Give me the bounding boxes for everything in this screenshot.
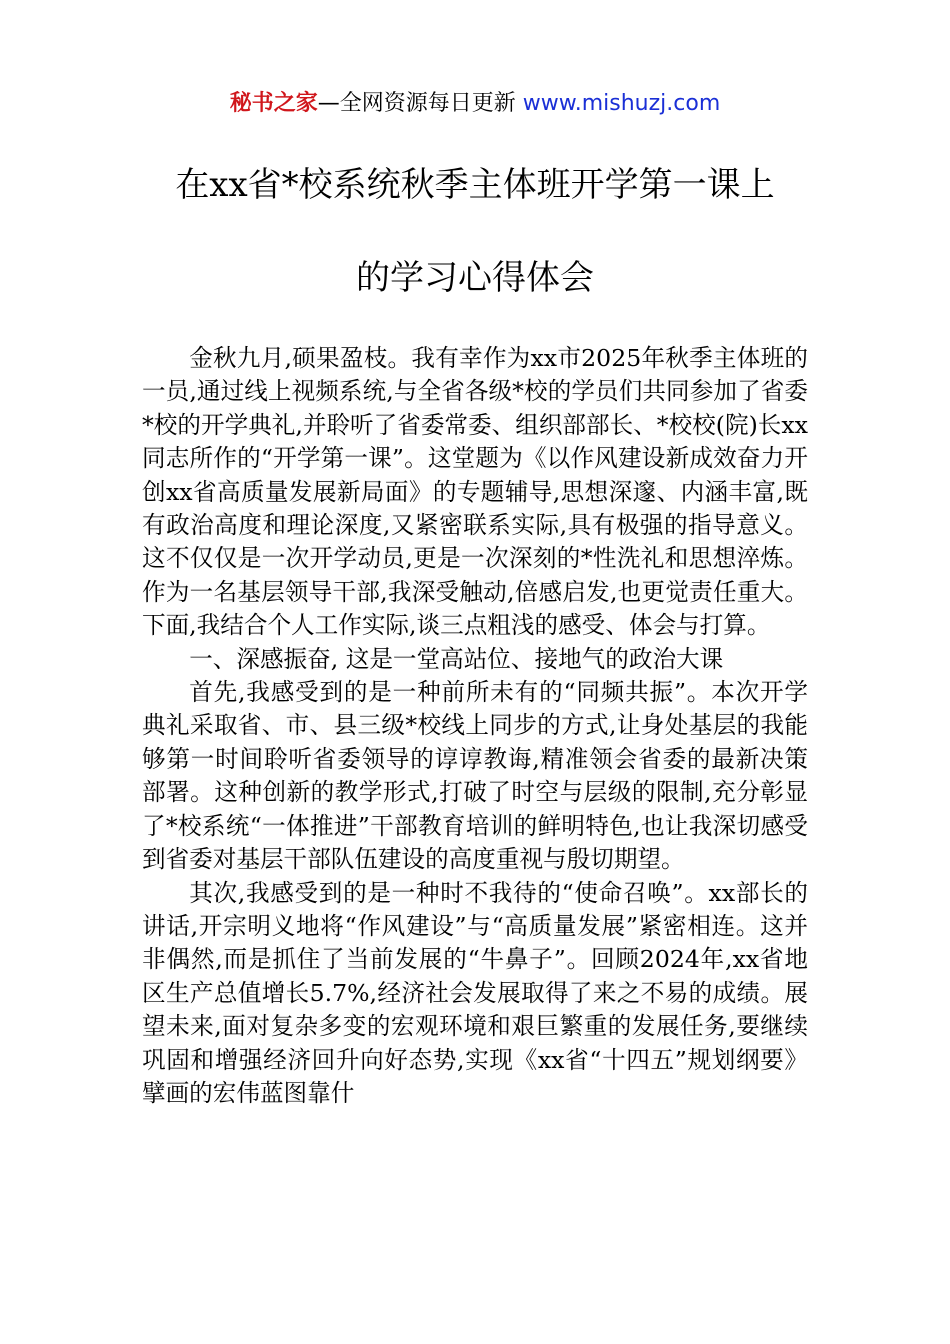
site-header <box>0 88 950 120</box>
document-body <box>142 342 808 1110</box>
site-url-link[interactable]: www.mishuzj.com <box>522 91 721 116</box>
body-paragraph: 金秋九月,硕果盈枝。我有幸作为xx市2025年秋季主体班的一员,通过线上视频系统,与全省各级*校的学员们共同参加了省委*校的开学典礼,并聆听了省委常委、组织部部长、*校校(院)长xx同志所作的“开学第一课”。这堂题为《以作风建设新成效奋力开创xx省高质量发展新局面》的专题辅导,思想深邃、内涵丰富,既有政治高度和理论深度,又紧密联系实际,具有极强的指导意义。这不仅仅是一次开学动员,更是一次深刻的*性洗礼和思想淬炼。作为一名基层领导干部,我深受触动,倍感启发,也更觉责任重大。下面,我结合个人工作实际,谈三点粗浅的感受、体会与打算。 <box>142 344 808 640</box>
document-title-line-2: 的学习心得体会 <box>356 258 594 298</box>
header-tagline: —全网资源每日更新 <box>317 91 523 116</box>
brand-name: 秘书之家 <box>229 91 318 116</box>
document-title-line-1: 在xx省*校系统秋季主体班开学第一课上 <box>175 165 775 205</box>
body-paragraph: 其次,我感受到的是一种时不我待的“使命召唤”。xx部长的讲话,开宗明义地将“作风建设”与“高质量发展”紧密相连。这并非偶然,而是抓住了当前发展的“牛鼻子”。回顾2024年,xx省地区生产总值增长5.7%,经济社会发展取得了来之不易的成绩。展望未来,面对复杂多变的宏观环境和艰巨繁重的发展任务,要继续巩固和增强经济回升向好态势,实现《xx省“十四五”规划纲要》擘画的宏伟蓝图靠什 <box>142 878 808 1107</box>
body-paragraph: 首先,我感受到的是一种前所未有的“同频共振”。本次开学典礼采取省、市、县三级*校线上同步的方式,让身处基层的我能够第一时间聆听省委领导的谆谆教诲,精准领会省委的最新决策部署。这种创新的教学形式,打破了时空与层级的限制,充分彰显了*校系统“一体推进”干部教育培训的鲜明特色,也让我深切感受到省委对基层干部队伍建设的高度重视与殷切期望。 <box>142 678 808 874</box>
section-heading: 一、深感振奋, 这是一堂高站位、接地气的政治大课 <box>189 644 724 673</box>
